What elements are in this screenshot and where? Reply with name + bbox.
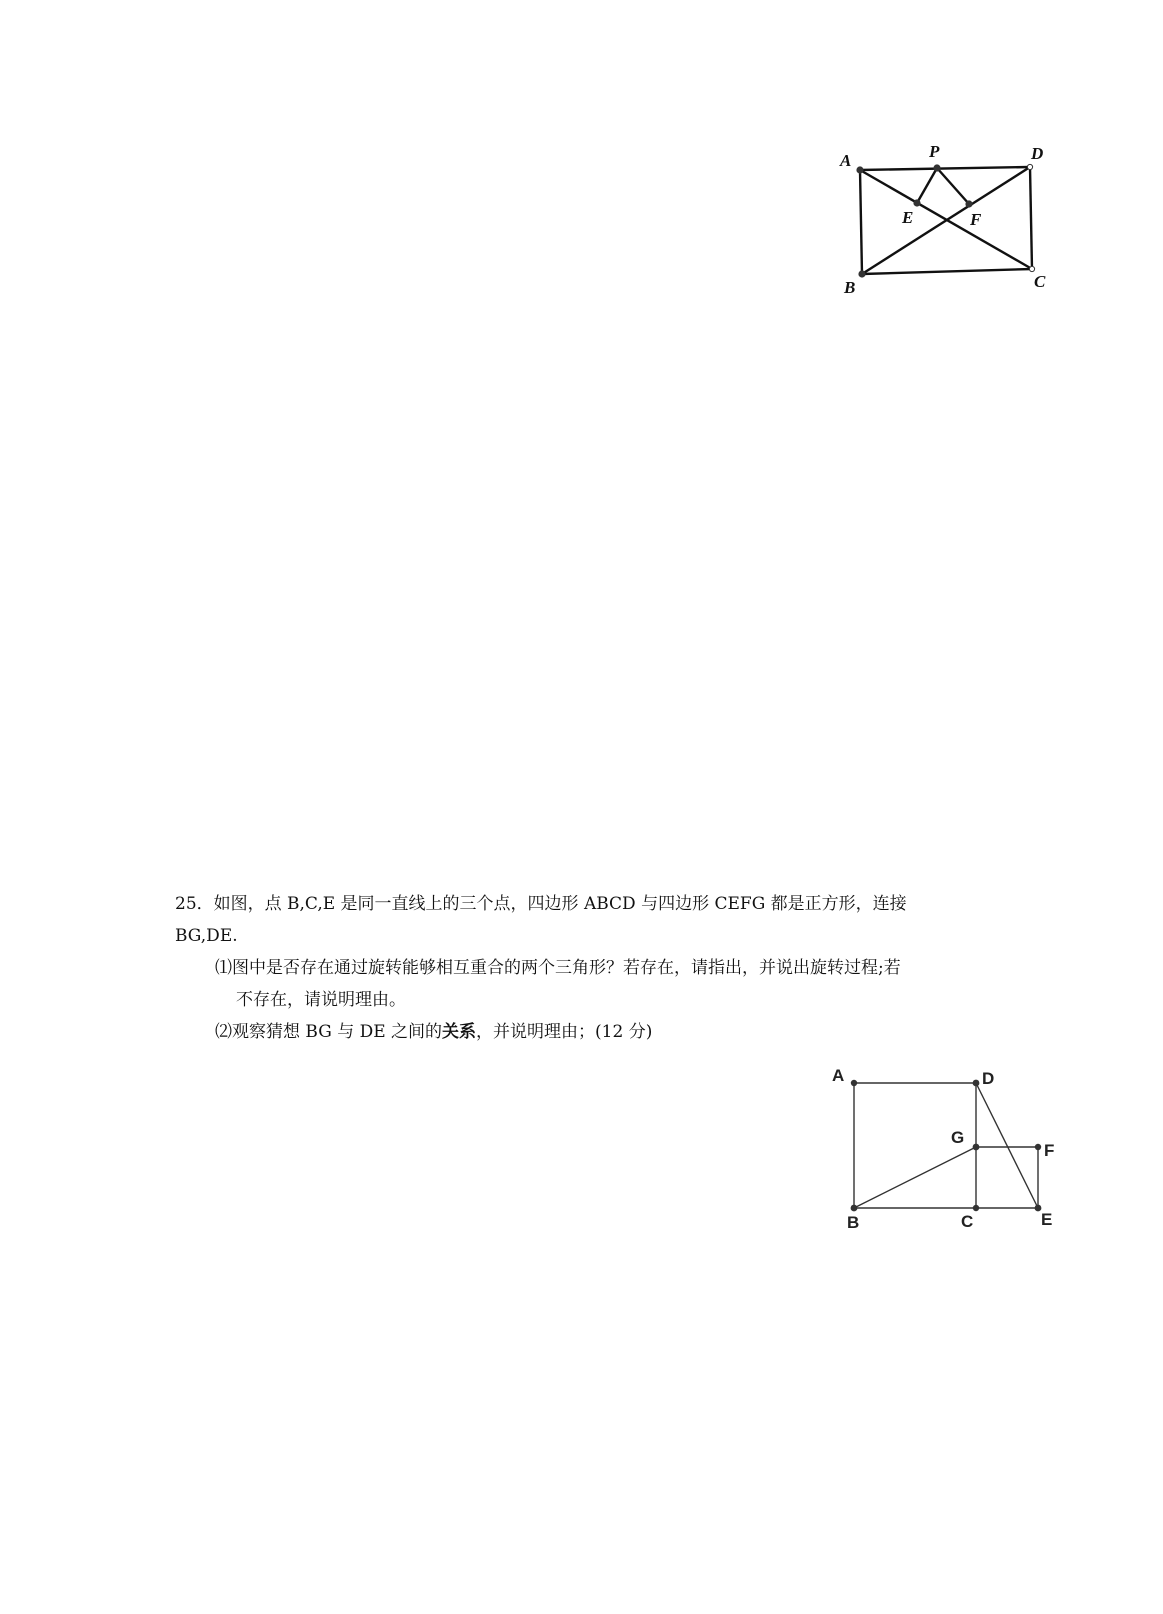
label-a: A: [832, 1066, 845, 1085]
point-e: [913, 199, 920, 206]
label-g: G: [951, 1128, 965, 1147]
question-25-line-1: 25．如图，点 B,C,E 是同一直线上的三个点，四边形 ABCD 与四边形 CEFG 都是正方形，连接: [175, 894, 907, 914]
label-b: B: [844, 278, 856, 297]
question-25-part-2: [175, 1016, 1070, 1048]
point-c: [973, 1205, 979, 1211]
label-b: B: [847, 1213, 860, 1232]
figure-rectangle-abcd-pef: [840, 140, 1070, 304]
part-2-suffix: ，并说明理由；(12 分): [476, 1022, 653, 1042]
question-25-part-1-cont: 不存在，请说明理由。: [236, 990, 406, 1010]
figure-squares-abcd-cefg: [825, 1060, 1075, 1244]
point-a: [856, 166, 863, 173]
part-2-keyword: 关系: [442, 1022, 477, 1042]
point-a: [851, 1080, 857, 1086]
segment-bg: [854, 1147, 976, 1208]
question-25: [175, 888, 1070, 1048]
label-p: P: [929, 142, 940, 161]
segment-ba: [860, 170, 862, 274]
label-d: D: [1031, 144, 1044, 163]
label-e: E: [902, 208, 914, 227]
point-d: [1027, 164, 1032, 169]
label-c: C: [1034, 272, 1046, 291]
diagonal-bd: [862, 167, 1030, 274]
question-25-part-1: ⑴图中是否存在通过旋转能够相互重合的两个三角形？若存在，请指出，并说出旋转过程;若: [215, 958, 901, 978]
segment-cb: [862, 269, 1032, 274]
label-f: F: [970, 210, 982, 229]
segment-de: [976, 1083, 1038, 1208]
point-g: [973, 1144, 980, 1151]
figure1-svg: [840, 140, 1070, 300]
label-a: A: [840, 151, 852, 170]
point-d: [973, 1080, 980, 1087]
segment-pf: [937, 168, 969, 204]
point-f: [1035, 1144, 1041, 1150]
point-f: [965, 200, 972, 207]
segment-dc: [1030, 167, 1032, 269]
label-e: E: [1041, 1210, 1053, 1229]
point-b: [858, 270, 865, 277]
segment-pe: [917, 168, 937, 203]
segment-ad: [860, 167, 1030, 170]
question-25-line-2: BG,DE.: [175, 926, 238, 946]
part-2-prefix: ⑵观察猜想 BG 与 DE 之间的: [215, 1022, 443, 1042]
point-c: [1029, 266, 1034, 271]
label-c: C: [961, 1212, 974, 1231]
figure2-svg: [825, 1060, 1075, 1240]
label-d: D: [982, 1069, 995, 1088]
point-b: [851, 1205, 858, 1212]
label-f: F: [1044, 1141, 1055, 1160]
point-p: [933, 164, 940, 171]
